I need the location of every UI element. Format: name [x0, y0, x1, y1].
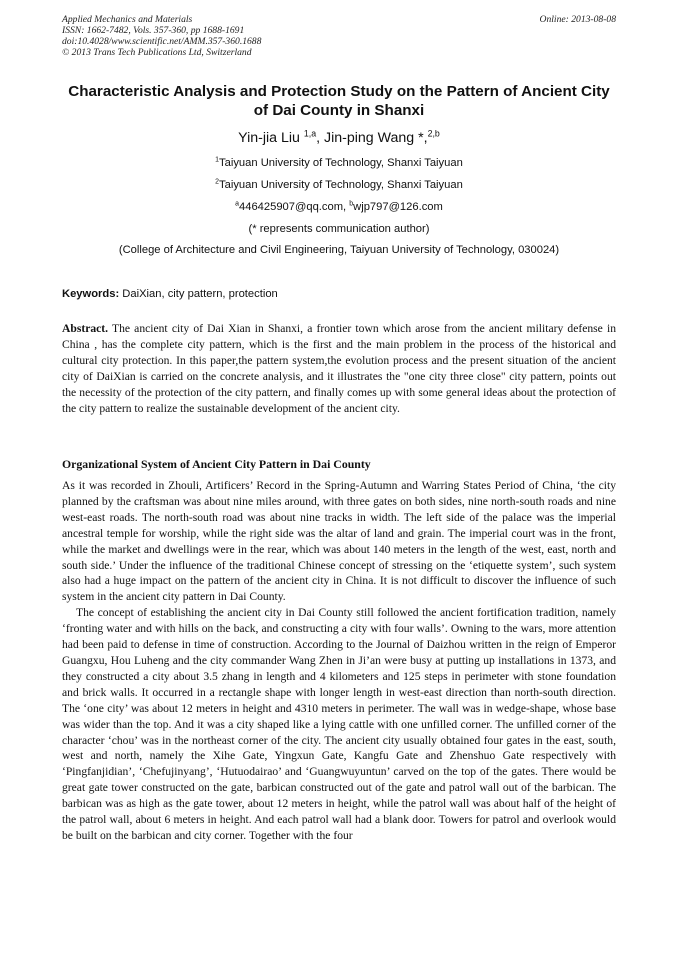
- affiliation-1-mark: 1: [215, 156, 220, 164]
- paragraph-1: As it was recorded in Zhouli, Artificers’ Record in the Spring-Autumn and Warring States Period of China, ‘the city planned by the craftsman was about nine miles around, with three gates on both sides, nine north-south roads and nine west-east roads. The north-south road was about nine tracks in width. The left side of the palace was the imperial ancestral temple for worship, while the right side was the altar of land and grain. The imperial court was in the front, while the market and dwellings were in the rear, which was about 140 meters in the length of the west, east, north and south side.’ Under the influence of the traditional Chinese concept of stressing on the ‘etiquette system’, such system also had a huge impact on the pattern of the ancient city in China. It is not difficult to discover the influence of such system in the ancient city pattern in Dai County.: [62, 479, 616, 604]
- journal-copyright: © 2013 Trans Tech Publications Ltd, Switzerland: [62, 47, 252, 58]
- abstract-label: Abstract.: [62, 322, 109, 335]
- abstract-text: The ancient city of Dai Xian in Shanxi, a frontier town which arose from the ancient military defense in China , has the complete city pattern, which is the first and the main problem in the process of the historical and cultural city protection. In this paper,the pattern system,the evolution process and the present situation of the ancient city of DaiXian is carried on the concrete analysis, and it illustrates the "one city three close" city pattern, points out the necessity of the protection of the city pattern, and finally comes up with some general ideas about the protection of the city pattern to realize the sustainable development of the ancient city.: [62, 322, 616, 415]
- paragraph-2: The concept of establishing the ancient city in Dai County still followed the ancient fortification tradition, namely ‘fronting water and with hills on the back, and constructing a city with four walls’. Owning to the wars, more attention had been paid to defense in time of construction. According to the Journal of Daizhou written in the reign of Emperor Guangxu, Hou Luheng and the city commander Wang Zhen in Ji’an were busy at putting up installations in 1373, and they constructed a city about 3.5 zhang in length and 4 kilometers and 125 steps in perimeter with stone foundation and brick walls. It occurred in a rectangle shape with longer length in west-east direction than north-south direction. The ‘one city’ was about 12 meters in height and 4310 meters in perimeter. The wall was in wedge-shape, whose base was wider than the top. And it was a city shaped like a lying cattle with one unfilled corner. The unfilled corner of the character ‘chou’ was in the northeast corner of the city. The ancient city usually obtained four gates in the east, south, west and north, namely the Xihe Gate, Yingxun Gate, Kangfu Gate and Zhenshuo Gate respectively with ‘Pingfanjidian’, ‘Chefujinyang’, ‘Hutuodairao’ and ‘Guangwuyuntun’ carved on the top of the gates. There would be great gate tower constructed on the gate, barbican constructed out of the gate and patrol wall out of the barbican. The barbican was as high as the gate tower, about 12 meters in height, while the patrol wall was about half of the height of the patrol wall, about 6 meters in height. And each patrol wall had a blank door. Towers for patrol and overlook would be built on the barbican and city corner. Together with the four: [62, 606, 616, 842]
- keywords: [62, 287, 616, 301]
- keywords-text: DaiXian, city pattern, protection: [119, 288, 278, 300]
- affiliation-2-text: Taiyuan University of Technology, Shanxi Taiyuan: [219, 179, 463, 191]
- author-2-name: Jin-ping Wang: [324, 130, 415, 146]
- corresponding-author-mark: *,: [414, 130, 428, 146]
- journal-doi: doi:10.4028/www.scientific.net/AMM.357-360.1688: [62, 36, 262, 47]
- journal-issn: ISSN: 1662-7482, Vols. 357-360, pp 1688-1691: [62, 25, 245, 36]
- email-b-mark: b: [349, 200, 354, 208]
- author-separator: ,: [316, 130, 325, 146]
- section-body: [62, 478, 616, 844]
- email-line: [62, 200, 616, 214]
- email-a: 446425907@qq.com,: [239, 201, 350, 213]
- paper-title: Characteristic Analysis and Protection Study on the Pattern of Ancient City of Dai County in Shanxi: [68, 83, 610, 119]
- affiliation-2-mark: 2: [215, 178, 220, 186]
- online-date: Online: 2013-08-08: [539, 14, 616, 25]
- email-a-mark: a: [235, 200, 239, 208]
- email-b: wjp797@126.com: [353, 201, 443, 213]
- author-line: [62, 129, 616, 147]
- corresponding-note: (* represents communication author): [248, 223, 430, 235]
- author-2-affiliation-mark: 2,b: [427, 128, 440, 139]
- abstract: [62, 321, 616, 416]
- author-1-affiliation-mark: 1,a: [303, 128, 317, 139]
- journal-name: Applied Mechanics and Materials: [62, 14, 193, 25]
- affiliation-1-text: Taiyuan University of Technology, Shanxi Taiyuan: [219, 157, 463, 169]
- keywords-label: Keywords:: [62, 288, 120, 300]
- author-1-name: Yin-jia Liu: [238, 130, 300, 146]
- section-heading: Organizational System of Ancient City Pattern in Dai County: [62, 457, 371, 471]
- affiliation-1: [62, 156, 616, 170]
- journal-header: [62, 14, 616, 58]
- affiliation-2: [62, 178, 616, 192]
- college-line: (College of Architecture and Civil Engineering, Taiyuan University of Technology, 030024): [118, 244, 560, 256]
